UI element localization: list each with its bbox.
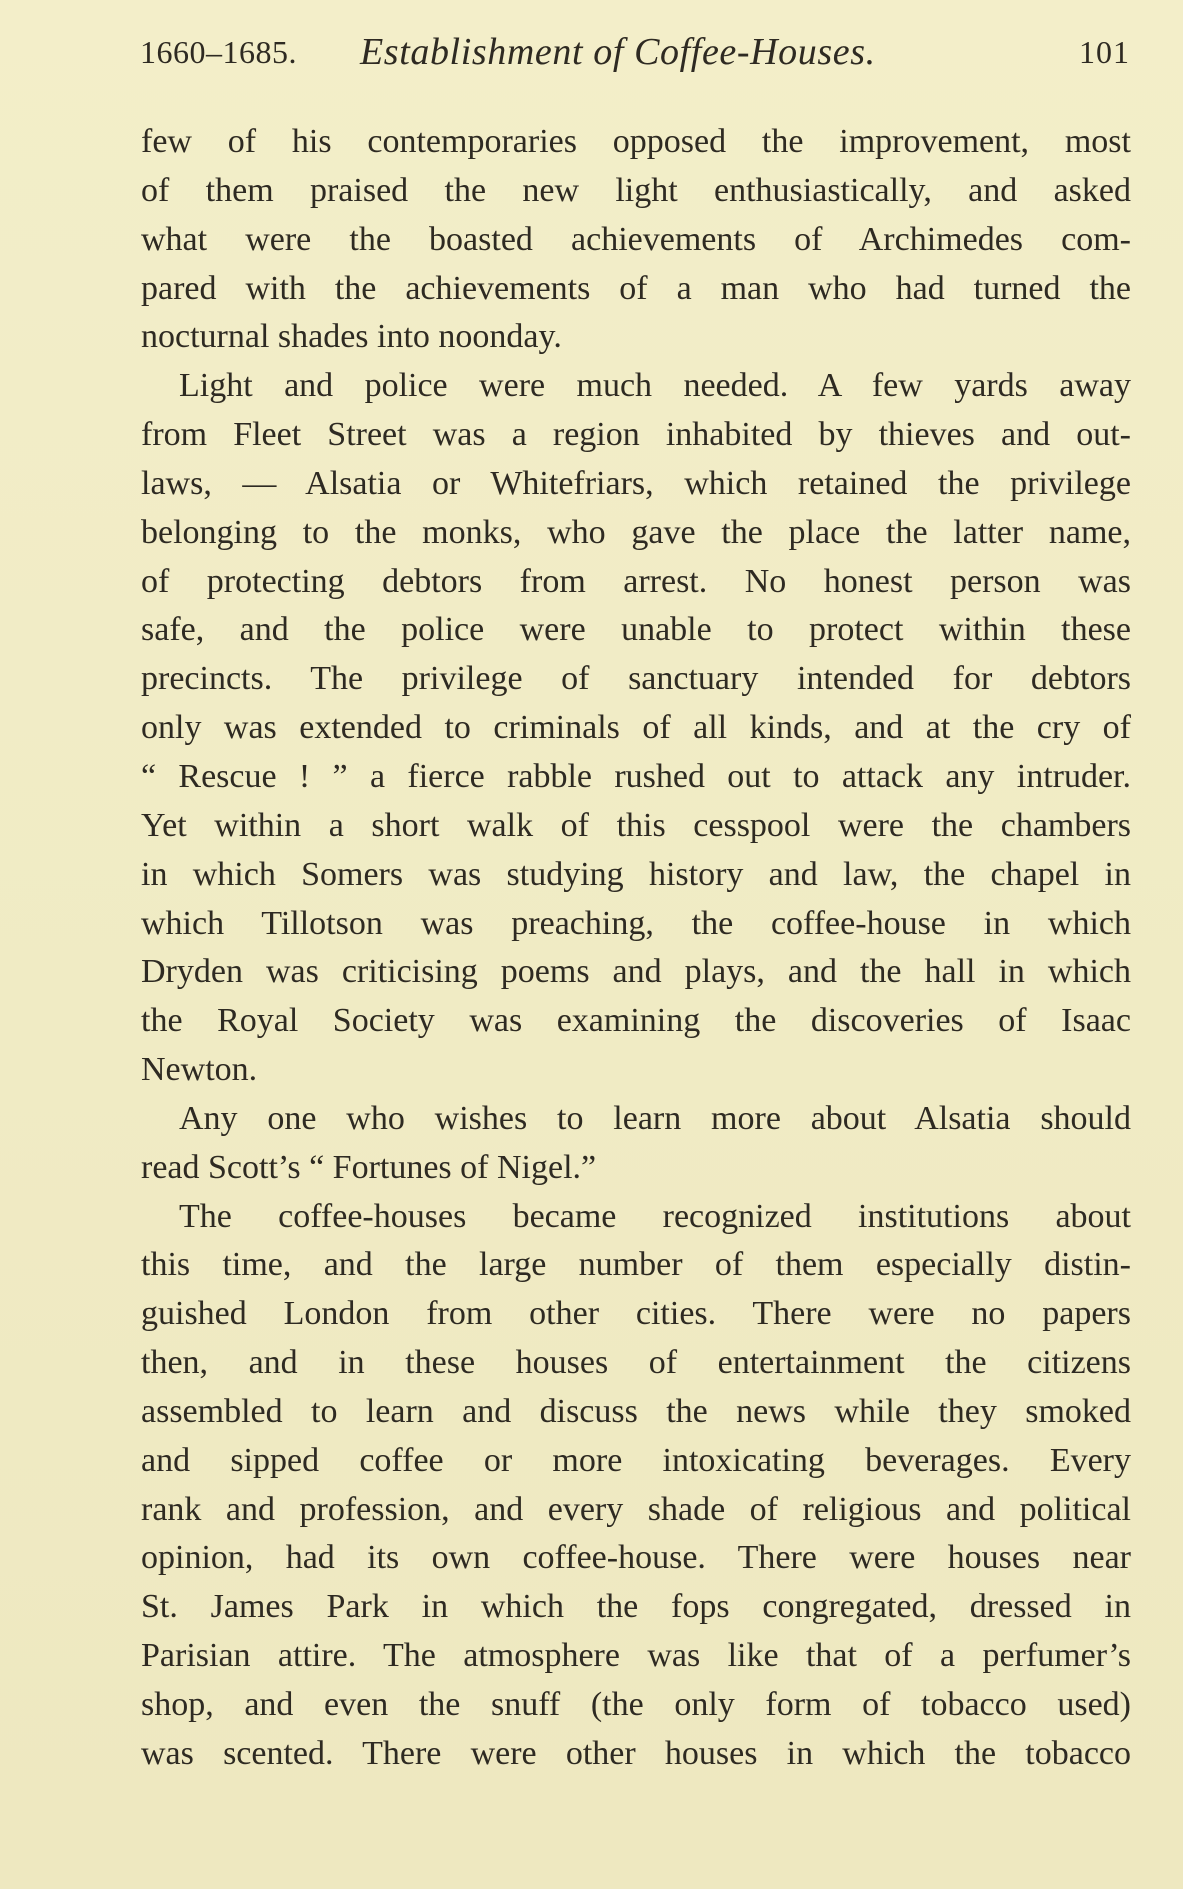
running-head-date-range: 1660–1685. — [140, 34, 297, 70]
text-line: what were the boasted achievements of Archimedes com- — [141, 220, 1131, 258]
text-line: precincts. The privilege of sanctuary intended for debtors — [141, 660, 1131, 698]
text-line: then, and in these houses of entertainment the citizens — [141, 1344, 1131, 1382]
running-head — [140, 30, 1130, 74]
body-text — [141, 118, 1131, 1779]
text-line: Dryden was criticising poems and plays, and the hall in which — [141, 953, 1131, 991]
text-line: Light and police were much needed. A few yards away — [179, 367, 1131, 405]
text-line: nocturnal shades into noonday. — [141, 318, 562, 356]
text-line: The coffee-houses became recognized institutions about — [179, 1197, 1131, 1235]
text-line: shop, and even the snuff (the only form of tobacco used) — [141, 1686, 1131, 1723]
text-line: rank and profession, and every shade of religious and political — [141, 1490, 1131, 1528]
text-line: guished London from other cities. There were no papers — [141, 1295, 1131, 1333]
text-line: was scented. There were other houses in which the tobacco — [141, 1734, 1131, 1772]
text-line: Newton. — [141, 1051, 258, 1089]
text-line: safe, and the police were unable to protect within these — [141, 611, 1131, 649]
text-line: assembled to learn and discuss the news while they smoked — [141, 1392, 1131, 1430]
text-line: which Tillotson was preaching, the coffee-house in which — [141, 904, 1131, 942]
text-line: this time, and the large number of them especially distin- — [141, 1246, 1131, 1284]
page-number: 101 — [1079, 34, 1130, 70]
text-line: of them praised the new light enthusiastically, and asked — [141, 171, 1131, 209]
text-line: Parisian attire. The atmosphere was like that of a perfumer’s — [141, 1637, 1131, 1675]
text-line: the Royal Society was examining the discoveries of Isaac — [141, 1002, 1131, 1040]
text-line: St. James Park in which the fops congregated, dressed in — [141, 1588, 1131, 1626]
running-head-title: Establishment of Coffee-Houses. — [360, 31, 876, 73]
text-line: read Scott’s “ Fortunes of Nigel.” — [141, 1148, 597, 1186]
text-line: opinion, had its own coffee-house. There were houses near — [141, 1539, 1131, 1577]
text-line: and sipped coffee or more intoxicating beverages. Every — [141, 1441, 1131, 1479]
text-line: in which Somers was studying history and law, the chapel in — [141, 855, 1131, 893]
text-line: “ Rescue ! ” a fierce rabble rushed out to attack any intruder. — [141, 757, 1131, 795]
text-line: pared with the achievements of a man who had turned the — [141, 269, 1131, 307]
text-line: only was extended to criminals of all kinds, and at the cry of — [141, 709, 1131, 747]
text-line: of protecting debtors from arrest. No honest person was — [141, 562, 1131, 600]
text-line: laws, — Alsatia or Whitefriars, which retained the privilege — [141, 464, 1131, 502]
text-line: few of his contemporaries opposed the improvement, most — [141, 123, 1131, 160]
text-line: belonging to the monks, who gave the place the latter name, — [141, 513, 1131, 551]
text-line: Yet within a short walk of this cesspool were the chambers — [141, 806, 1131, 844]
text-line: from Fleet Street was a region inhabited by thieves and out- — [141, 416, 1131, 454]
text-line: Any one who wishes to learn more about Alsatia should — [179, 1099, 1131, 1137]
